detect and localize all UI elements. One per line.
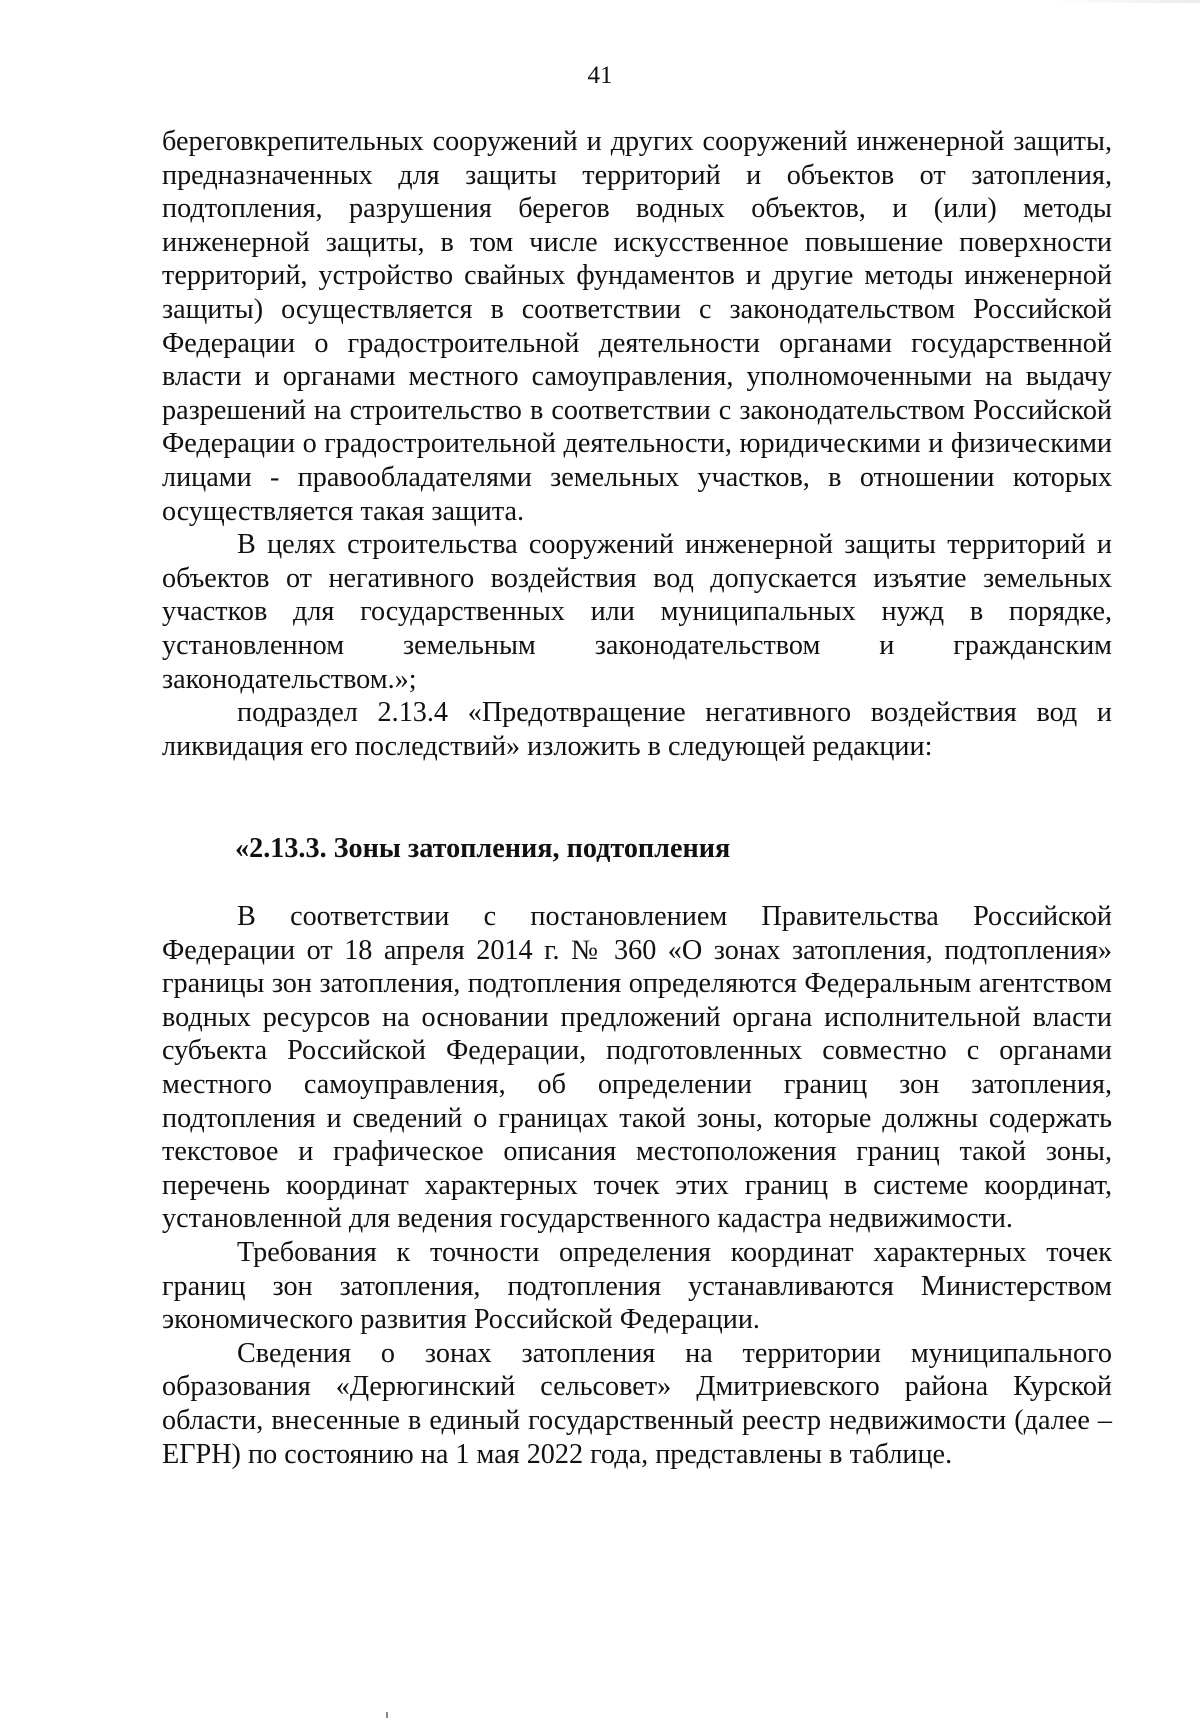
paragraph-egrn-info: Сведения о зонах затопления на территории муниципального образования «Дерюгинский сельсовет» Дмитриевского района Курской области, внесенные в единый государственный реестр недвижимости (далее – ЕГРН) по состоянию на 1 мая 2022 года, представлены в таблице.	[162, 1337, 1112, 1470]
page-number: 41	[587, 62, 613, 89]
scan-edge-artifact	[1050, 0, 1200, 3]
section-heading-block	[162, 832, 1112, 866]
paragraph-coordinate-accuracy: Требования к точности определения координат характерных точек границ зон затопления, подтопления устанавливаются Министерством экономического развития Российской Федерации.	[162, 1236, 1112, 1336]
section-heading: «2.13.3. Зоны затопления, подтопления	[235, 833, 731, 864]
paragraph-subsection-amendment: подраздел 2.13.4 «Предотвращение негативного воздействия вод и ликвидация его последствий» изложить в следующей редакции:	[162, 697, 1112, 762]
paragraph-engineering-protection: береговкрепительных сооружений и других сооружений инженерной защиты, предназначенных для защиты территорий и объектов от затопления, подтопления, разрушения берегов водных объектов, и (или) методы инженерной защиты, в том числе искусственное повышение поверхности территорий, устройство свайных фундаментов и другие методы инженерной защиты) осуществляется в соответствии с законодательством Российской Федерации о градостроительной деятельности органами государственной власти и органами местного самоуправления, уполномоченными на выдачу разрешений на строительство в соответствии с законодательством Российской Федерации о градостроительной деятельности, юридическими и физическими лицами - правообладателями земельных участков, в отношении которых осуществляется такая защита.	[162, 126, 1112, 527]
continuation-text	[162, 125, 1112, 763]
paragraph-land-withdrawal: В целях строительства сооружений инженерной защиты территорий и объектов от негативного воздействия вод допускается изъятие земельных участков для государственных или муниципальных нужд в порядке, установленном земельным законодательством и гражданским законодательством.»;	[162, 529, 1112, 695]
paragraph-flood-zone-boundaries: В соответствии с постановлением Правительства Российской Федерации от 18 апреля 2014 г. № 360 «О зонах затопления, подтопления» границы зон затопления, подтопления определяются Федеральным агентством водных ресурсов на основании предложений органа исполнительной власти субъекта Российской Федерации, подготовленных совместно с органами местного самоуправления, об определении границ зон затопления, подтопления и сведений о границах такой зоны, которые должны содержать текстовое и графическое описания местоположения границ такой зоны, перечень координат характерных точек этих границ в системе координат, установленной для ведения государственного кадастра недвижимости.	[162, 901, 1112, 1235]
scan-dot-artifact	[386, 1712, 388, 1718]
section-body	[162, 900, 1112, 1471]
